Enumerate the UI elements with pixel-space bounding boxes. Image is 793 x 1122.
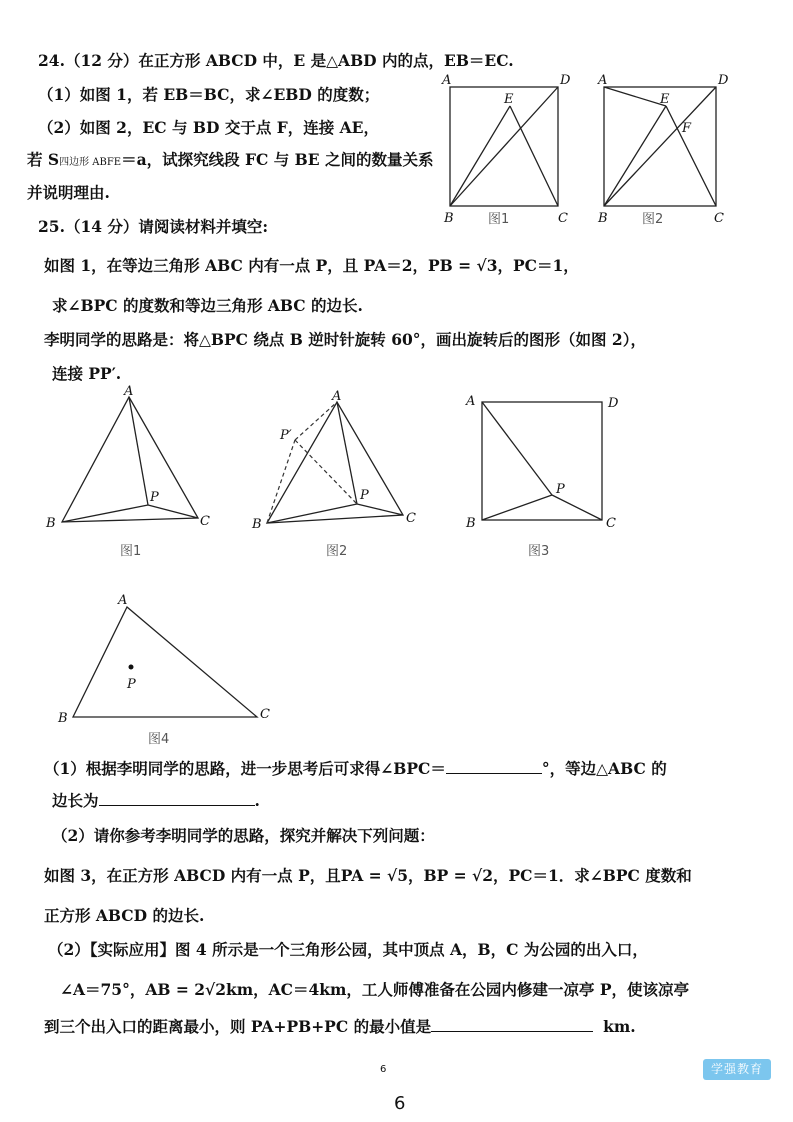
q25-f4-label-b: B [58,711,68,726]
q25-figure-2 [250,385,430,565]
q25-line2: 求∠BPC 的度数和等边三角形 ABC 的边长. [52,296,363,315]
q24-part2-end: 并说明理由. [27,183,110,202]
page-number-small: 6 [380,1064,387,1075]
q24-f2-caption: 图2 [642,212,664,227]
q24-f2-label-c: C [714,211,724,226]
q24-part2: （2）如图 2，EC 与 BD 交于点 F，连接 AE， [38,118,379,137]
q25-f3-label-d: D [608,396,619,411]
q24-figure-1 [440,70,590,230]
q25-f3-label-p: P [556,482,565,497]
watermark-logo: 学强教育 [703,1059,771,1080]
q25-f4-label-a: A [118,593,128,608]
q24-f2-label-d: D [718,73,729,88]
q25-f3-label-a: A [466,394,476,409]
q25-line3: 李明同学的思路是：将△BPC 绕点 B 逆时针旋转 60°，画出旋转后的图形（如图 2）， [44,330,646,349]
q25-s2-line1: 如图 3，在正方形 ABCD 内有一点 P，且PA = √5，BP = √2，PC＝1．求∠BPC 度数和 [44,866,692,885]
q25-s1-line2: 边长为 . [52,791,260,810]
q24-f1-label-d: D [560,73,571,88]
q25-figure-3 [460,385,640,565]
q25-f4-point-p [129,665,134,670]
q25-f4-label-p: P [127,677,136,692]
q25-s3-line2: ∠A＝75°，AB = 2√2km，AC＝4km，工人师傅准备在公园内修建一凉亭 P，使该凉亭 [60,980,689,999]
answer-blank-min-distance[interactable] [431,1016,593,1032]
q25-line4: 连接 PP′. [52,364,122,383]
q25-s1-line1: （1）根据李明同学的思路，进一步思考后可求得∠BPC＝ °，等边△ABC 的 [44,759,667,778]
q25-heading: 25.（14 分）请阅读材料并填空: [38,217,269,236]
q24-f1-label-c: C [558,211,568,226]
q24-f1-label-a: A [442,73,452,88]
q25-f3-label-c: C [606,516,616,531]
q25-f2-label-pprime: P′ [280,428,292,443]
q25-s2-line2: 正方形 ABCD 的边长. [44,906,205,925]
q24-heading: 24.（12 分）在正方形 ABCD 中，E 是△ABD 内的点，EB＝EC. [38,51,514,70]
q25-s2-heading: （2）请你参考李明同学的思路，探究并解决下列问题： [52,826,435,845]
q25-f4-caption: 图4 [148,732,170,747]
q25-f2-label-p: P [360,488,369,503]
q25-f1-label-c: C [200,514,210,529]
page-number: 6 [394,1093,406,1114]
q25-f2-label-a: A [332,389,342,404]
q24-f1-label-e: E [504,92,514,107]
q24-f2-label-f: F [682,121,692,136]
q24-f2-label-b: B [598,211,608,226]
q25-figure-1 [40,385,220,565]
q24-part1: （1）如图 1，若 EB＝BC，求∠EBD 的度数； [38,85,380,104]
q24-f2-label-a: A [598,73,608,88]
q25-f2-caption: 图2 [326,544,348,559]
answer-blank-side[interactable] [99,790,255,806]
q24-f2-label-e: E [660,92,670,107]
q25-f3-label-b: B [466,516,476,531]
q24-f1-label-b: B [444,211,454,226]
q25-f3-caption: 图3 [528,544,550,559]
q25-s3-line1: （2）【实际应用】图 4 所示是一个三角形公园，其中顶点 A，B，C 为公园的出入口， [48,940,648,959]
q25-f1-caption: 图1 [120,544,142,559]
q25-f1-label-p: P [150,490,159,505]
q25-f2-label-b: B [252,517,262,532]
answer-blank-angle[interactable] [446,758,542,774]
q24-part2-cont: 若 S四边形 ABFE＝a，试探究线段 FC 与 BE 之间的数量关系 [27,150,434,169]
q24-figure-2 [596,70,746,230]
q25-line1: 如图 1，在等边三角形 ABC 内有一点 P，且 PA＝2，PB = √3，PC＝1， [44,256,579,275]
q24-f1-caption: 图1 [488,212,510,227]
q25-figure-4 [50,590,290,750]
q25-f1-label-a: A [124,384,134,399]
q25-f2-label-c: C [406,511,416,526]
q25-s3-line3: 到三个出入口的距离最小，则 PA+PB+PC 的最小值是 km. [44,1017,636,1036]
q25-f1-label-b: B [46,516,56,531]
q25-f4-label-c: C [260,707,270,722]
